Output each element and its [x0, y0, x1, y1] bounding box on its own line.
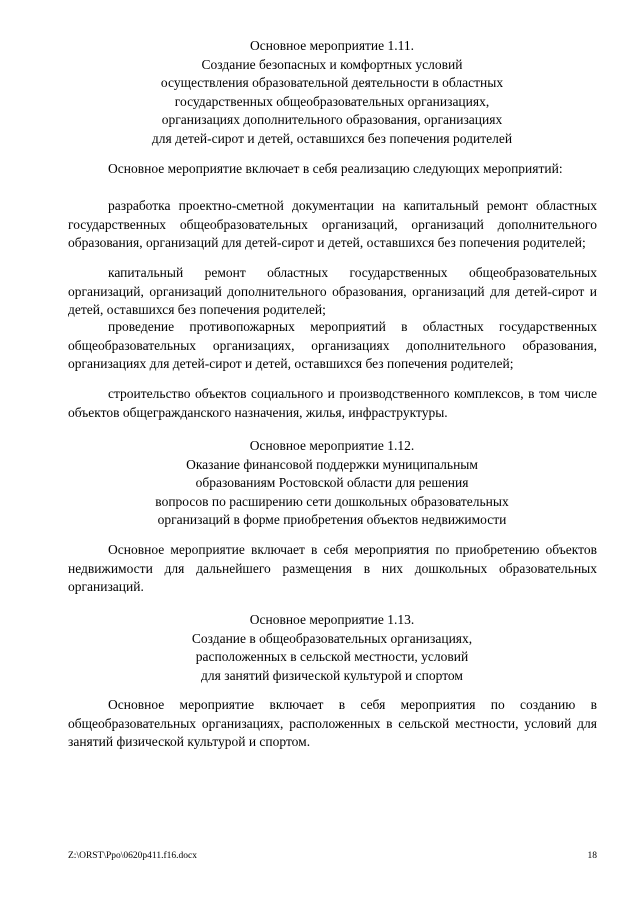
heading-line: осуществления образовательной деятельности в областных: [160, 75, 504, 91]
paragraph: Основное мероприятие включает в себя мероприятия по созданию в общеобразовательных организациях, расположенных в сельской местности, условий для занятий физической культурой и спортом.: [68, 697, 597, 750]
heading-line: образованиям Ростовской области для решения: [195, 475, 469, 491]
heading-line: Основное мероприятие 1.11.: [249, 38, 415, 53]
section-heading-1-13: [66, 611, 598, 685]
page-number: 18: [587, 851, 597, 861]
heading-line: организациях дополнительного образования, организациях: [161, 112, 503, 128]
section-heading-1-12: [66, 437, 598, 530]
paragraph: проведение противопожарных мероприятий в областных государственных общеобразовательных организациях, организациях дополнительного образования, организациях для детей-сирот и детей, оставшихся без попечения родителей;: [68, 319, 597, 372]
file-path: Z:\ORST\Ppo\0620p411.f16.docx: [68, 851, 197, 861]
heading-line: Создание безопасных и комфортных условий: [201, 56, 463, 72]
heading-line: организаций в форме приобретения объектов недвижимости: [157, 512, 507, 528]
paragraph: капитальный ремонт областных государственных общеобразовательных организаций, организаций дополнительного образования, организаций для детей-сирот и детей, оставшихся без попечения родителей;: [68, 265, 597, 318]
paragraph: Основное мероприятие включает в себя мероприятия по приобретению объектов недвижимости для дальнейшего размещения в них дошкольных образовательных организаций.: [68, 542, 597, 595]
heading-line: вопросов по расширению сети дошкольных образовательных: [155, 493, 509, 509]
heading-line: Создание в общеобразовательных организациях,: [191, 630, 473, 646]
heading-line: для детей-сирот и детей, оставшихся без попечения родителей: [151, 130, 513, 146]
section-heading-1-11: [66, 37, 598, 149]
paragraph: строительство объектов социального и производственного комплексов, в том числе объектов общегражданского назначения, жилья, инфраструктуры.: [68, 386, 597, 420]
paragraph: разработка проектно-сметной документации на капитальный ремонт областных государственных общеобразовательных организаций, организаций дополнительного образования, организаций для детей-сирот и детей, оставшихся без попечения родителей;: [68, 198, 597, 251]
heading-line: Основное мероприятие 1.13.: [249, 612, 415, 627]
heading-line: для занятий физической культурой и спортом: [201, 667, 463, 683]
heading-line: Оказание финансовой поддержки муниципальным: [186, 456, 478, 472]
heading-line: расположенных в сельской местности, условий: [195, 649, 469, 665]
heading-line: государственных общеобразовательных организациях,: [174, 93, 490, 109]
paragraph: Основное мероприятие включает в себя реализацию следующих мероприятий:: [108, 161, 563, 176]
page-footer: [68, 850, 597, 862]
heading-line: Основное мероприятие 1.12.: [249, 438, 415, 453]
